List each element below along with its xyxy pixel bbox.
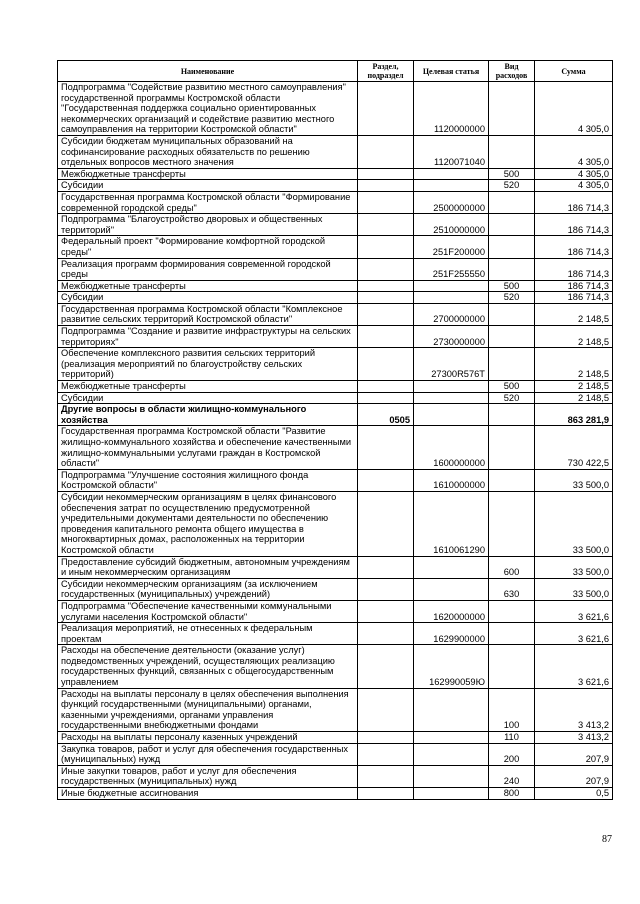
row-type — [489, 135, 535, 168]
row-type — [489, 236, 535, 258]
row-name: Государственная программа Костромской области "Развитие жилищно-коммунального хозяйства и обеспечение качественными жилищно-коммунальными услугами граждан в Костромской области" — [58, 426, 358, 469]
row-target: 1620000000 — [414, 600, 489, 622]
row-target: 2730000000 — [414, 326, 489, 348]
table-row — [58, 236, 613, 258]
row-amount: 2 148,5 — [535, 392, 613, 404]
row-target — [414, 556, 489, 578]
row-name: Субсидии некоммерческим организациям (за исключением государственных (муниципальных) учреждений) — [58, 578, 358, 600]
row-section — [358, 469, 414, 491]
row-name: Расходы на выплаты персоналу в целях обеспечения выполнения функций государственными (муниципальными) органами, казенными учреждениями, органами управления государственными внебюджетными фондами — [58, 688, 358, 731]
row-amount: 207,9 — [535, 765, 613, 787]
table-row — [58, 578, 613, 600]
row-section — [358, 180, 414, 192]
row-type: 100 — [489, 688, 535, 731]
table-row — [58, 426, 613, 469]
row-amount: 186 714,3 — [535, 214, 613, 236]
row-section — [358, 765, 414, 787]
table-row — [58, 556, 613, 578]
row-section — [358, 645, 414, 688]
row-target: 162990059Ю — [414, 645, 489, 688]
row-type — [489, 645, 535, 688]
table-row — [58, 491, 613, 556]
row-amount: 4 305,0 — [535, 168, 613, 180]
table-row — [58, 348, 613, 381]
table-row — [58, 381, 613, 393]
row-target — [414, 743, 489, 765]
row-name: Подпрограмма "Обеспечение качественными коммунальными услугами населения Костромской области" — [58, 600, 358, 622]
row-type — [489, 600, 535, 622]
row-amount: 33 500,0 — [535, 556, 613, 578]
table-row — [58, 404, 613, 426]
table-row — [58, 168, 613, 180]
row-section — [358, 135, 414, 168]
row-type: 600 — [489, 556, 535, 578]
row-type: 630 — [489, 578, 535, 600]
row-type: 800 — [489, 788, 535, 800]
row-target: 251F200000 — [414, 236, 489, 258]
table-row — [58, 292, 613, 304]
row-section: 0505 — [358, 404, 414, 426]
row-name: Закупка товаров, работ и услуг для обеспечения государственных (муниципальных) нужд — [58, 743, 358, 765]
row-amount: 186 714,3 — [535, 292, 613, 304]
row-name: Предоставление субсидий бюджетным, автономным учреждениям и иным некоммерческим организациям — [58, 556, 358, 578]
row-target — [414, 788, 489, 800]
row-section — [358, 191, 414, 213]
row-type — [489, 623, 535, 645]
row-section — [358, 688, 414, 731]
row-section — [358, 426, 414, 469]
row-section — [358, 348, 414, 381]
row-name: Государственная программа Костромской области "Формирование современной городской среды" — [58, 191, 358, 213]
row-target — [414, 404, 489, 426]
row-amount: 33 500,0 — [535, 469, 613, 491]
row-amount: 33 500,0 — [535, 491, 613, 556]
row-amount: 4 305,0 — [535, 82, 613, 136]
row-type: 520 — [489, 392, 535, 404]
row-amount: 0,5 — [535, 788, 613, 800]
row-target: 1610000000 — [414, 469, 489, 491]
table-row — [58, 280, 613, 292]
row-target: 1120071040 — [414, 135, 489, 168]
table-header-row — [58, 61, 613, 82]
table-row — [58, 135, 613, 168]
table-row — [58, 303, 613, 325]
row-section — [358, 82, 414, 136]
row-amount: 186 714,3 — [535, 236, 613, 258]
table-row — [58, 645, 613, 688]
table-row — [58, 732, 613, 744]
row-section — [358, 236, 414, 258]
row-type: 200 — [489, 743, 535, 765]
page-number: 87 — [602, 834, 612, 845]
row-section — [358, 258, 414, 280]
row-name: Федеральный проект "Формирование комфортной городской среды" — [58, 236, 358, 258]
header-name: Наименование — [58, 61, 358, 82]
row-type — [489, 326, 535, 348]
table-row — [58, 258, 613, 280]
row-amount: 4 305,0 — [535, 135, 613, 168]
row-type — [489, 303, 535, 325]
row-target: 1120000000 — [414, 82, 489, 136]
row-name: Субсидии некоммерческим организациям в целях финансового обеспечения затрат по осуществлению предусмотренной учредительными документами деятельности по обеспечению проведения капитального ремонта общего имущества в многоквартирных домах, расположенных на территории Костромской области — [58, 491, 358, 556]
row-section — [358, 600, 414, 622]
table-row — [58, 623, 613, 645]
row-name: Субсидии — [58, 180, 358, 192]
row-name: Межбюджетные трансферты — [58, 168, 358, 180]
row-name: Реализация программ формирования современной городской среды — [58, 258, 358, 280]
row-amount: 863 281,9 — [535, 404, 613, 426]
table-row — [58, 765, 613, 787]
row-type — [489, 491, 535, 556]
row-name: Подпрограмма "Улучшение состояния жилищного фонда Костромской области" — [58, 469, 358, 491]
table-row — [58, 688, 613, 731]
row-section — [358, 732, 414, 744]
row-section — [358, 392, 414, 404]
row-name: Иные бюджетные ассигнования — [58, 788, 358, 800]
row-name: Государственная программа Костромской области "Комплексное развитие сельских территорий Костромской области" — [58, 303, 358, 325]
row-amount: 186 714,3 — [535, 191, 613, 213]
table-row — [58, 191, 613, 213]
table-body — [58, 82, 613, 800]
row-amount: 207,9 — [535, 743, 613, 765]
row-target: 251F255550 — [414, 258, 489, 280]
row-target — [414, 292, 489, 304]
row-target: 2510000000 — [414, 214, 489, 236]
row-target — [414, 765, 489, 787]
table-row — [58, 469, 613, 491]
row-name: Субсидии — [58, 292, 358, 304]
row-section — [358, 381, 414, 393]
row-target — [414, 381, 489, 393]
row-type — [489, 191, 535, 213]
row-section — [358, 788, 414, 800]
row-target — [414, 392, 489, 404]
row-target: 2500000000 — [414, 191, 489, 213]
row-target: 27300R576T — [414, 348, 489, 381]
row-amount: 3 413,2 — [535, 732, 613, 744]
row-amount: 33 500,0 — [535, 578, 613, 600]
row-name: Реализация мероприятий, не отнесенных к федеральным проектам — [58, 623, 358, 645]
row-section — [358, 292, 414, 304]
row-amount: 2 148,5 — [535, 381, 613, 393]
row-section — [358, 168, 414, 180]
row-section — [358, 743, 414, 765]
row-section — [358, 303, 414, 325]
table-row — [58, 600, 613, 622]
row-target: 1600000000 — [414, 426, 489, 469]
row-name: Межбюджетные трансферты — [58, 280, 358, 292]
row-name: Обеспечение комплексного развития сельских территорий (реализация мероприятий по благоустройству сельских территорий) — [58, 348, 358, 381]
row-amount: 186 714,3 — [535, 280, 613, 292]
row-section — [358, 623, 414, 645]
row-section — [358, 214, 414, 236]
row-amount: 186 714,3 — [535, 258, 613, 280]
budget-table — [57, 60, 613, 800]
row-target: 1610061290 — [414, 491, 489, 556]
header-section: Раздел, подраздел — [358, 61, 414, 82]
row-type — [489, 469, 535, 491]
table-row — [58, 326, 613, 348]
header-target: Целевая статья — [414, 61, 489, 82]
row-amount: 3 621,6 — [535, 623, 613, 645]
row-amount: 2 148,5 — [535, 303, 613, 325]
row-amount: 2 148,5 — [535, 348, 613, 381]
row-name: Расходы на обеспечение деятельности (оказание услуг) подведомственных учреждений, осуществляющих реализацию государственных функций, связанных с общегосударственным управлением — [58, 645, 358, 688]
table-row — [58, 743, 613, 765]
row-target — [414, 280, 489, 292]
row-name: Межбюджетные трансферты — [58, 381, 358, 393]
row-target — [414, 688, 489, 731]
row-name: Подпрограмма "Содействие развитию местного самоуправления" государственной программы Костромской области "Государственная поддержка социально ориентированных некоммерческих организаций и содействие развитию местного самоуправления на территории Костромской области" — [58, 82, 358, 136]
row-name: Подпрограмма "Благоустройство дворовых и общественных территорий" — [58, 214, 358, 236]
row-name: Другие вопросы в области жилищно-коммунального хозяйства — [58, 404, 358, 426]
table-row — [58, 180, 613, 192]
row-amount: 2 148,5 — [535, 326, 613, 348]
row-type — [489, 348, 535, 381]
row-amount: 3 413,2 — [535, 688, 613, 731]
row-type: 520 — [489, 180, 535, 192]
row-target — [414, 180, 489, 192]
header-type: Вид расходов — [489, 61, 535, 82]
row-type: 240 — [489, 765, 535, 787]
table-row — [58, 214, 613, 236]
row-section — [358, 280, 414, 292]
row-name: Субсидии бюджетам муниципальных образований на софинансирование расходных обязательств по решению отдельных вопросов местного значения — [58, 135, 358, 168]
row-amount: 3 621,6 — [535, 645, 613, 688]
row-section — [358, 556, 414, 578]
row-type — [489, 82, 535, 136]
row-name: Подпрограмма "Создание и развитие инфраструктуры на сельских территориях" — [58, 326, 358, 348]
table-row — [58, 82, 613, 136]
row-target — [414, 578, 489, 600]
table-row — [58, 392, 613, 404]
row-target — [414, 168, 489, 180]
row-type — [489, 214, 535, 236]
row-section — [358, 491, 414, 556]
row-type: 500 — [489, 381, 535, 393]
row-type: 520 — [489, 292, 535, 304]
row-target — [414, 732, 489, 744]
row-target: 2700000000 — [414, 303, 489, 325]
table-row — [58, 788, 613, 800]
row-type: 500 — [489, 280, 535, 292]
row-type — [489, 404, 535, 426]
header-amount: Сумма — [535, 61, 613, 82]
row-type — [489, 258, 535, 280]
row-amount: 3 621,6 — [535, 600, 613, 622]
row-section — [358, 326, 414, 348]
row-type: 110 — [489, 732, 535, 744]
row-amount: 4 305,0 — [535, 180, 613, 192]
row-name: Расходы на выплаты персоналу казенных учреждений — [58, 732, 358, 744]
row-section — [358, 578, 414, 600]
row-amount: 730 422,5 — [535, 426, 613, 469]
row-name: Субсидии — [58, 392, 358, 404]
row-type: 500 — [489, 168, 535, 180]
row-type — [489, 426, 535, 469]
row-target: 1629900000 — [414, 623, 489, 645]
row-name: Иные закупки товаров, работ и услуг для обеспечения государственных (муниципальных) нужд — [58, 765, 358, 787]
